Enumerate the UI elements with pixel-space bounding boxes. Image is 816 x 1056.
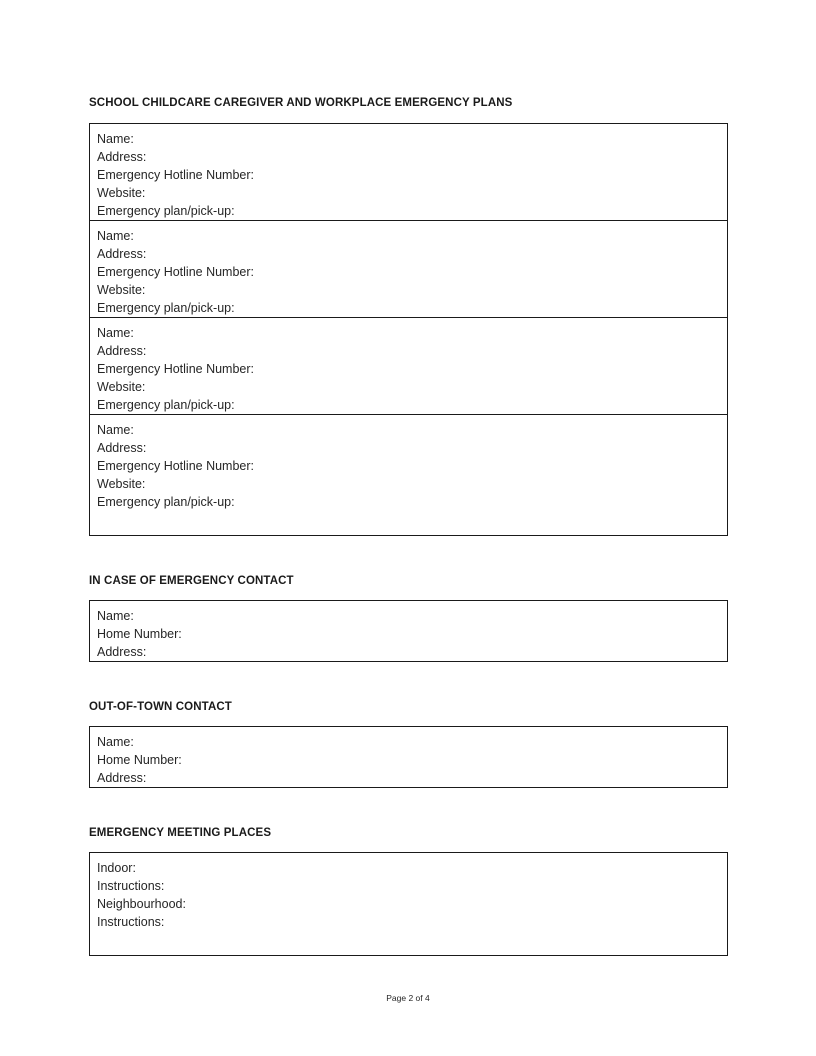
field-label-website: Website: — [97, 283, 146, 297]
table-row — [90, 415, 728, 536]
field-label-instructions-neighbourhood: Instructions: — [97, 915, 165, 929]
field-label-home-number: Home Number: — [97, 753, 182, 767]
table-row — [90, 124, 728, 221]
document-content — [89, 96, 728, 956]
field-label-address: Address: — [97, 441, 147, 455]
field-label-name: Name: — [97, 229, 134, 243]
field-label-name: Name: — [97, 132, 134, 146]
field-label-name: Name: — [97, 609, 134, 623]
table-row — [90, 853, 728, 956]
spacer — [89, 536, 728, 574]
field-label-website: Website: — [97, 186, 146, 200]
emergency-contact-table — [89, 600, 728, 662]
field-label-emergency-hotline-number: Emergency Hotline Number: — [97, 362, 255, 376]
page-footer: Page 2 of 4 — [386, 993, 430, 1003]
field-label-address: Address: — [97, 771, 147, 785]
field-label-address: Address: — [97, 150, 147, 164]
out-of-town-contact-table — [89, 726, 728, 788]
heading-out-of-town-contact: OUT-OF-TOWN CONTACT — [89, 701, 232, 713]
spacer — [89, 840, 728, 852]
spacer — [89, 588, 728, 600]
field-label-emergency-hotline-number: Emergency Hotline Number: — [97, 168, 255, 182]
page-title: SCHOOL CHILDCARE CAREGIVER AND WORKPLACE EMERGENCY PLANS — [89, 97, 513, 109]
field-label-emergency-hotline-number: Emergency Hotline Number: — [97, 265, 255, 279]
field-label-indoor: Indoor: — [97, 861, 136, 875]
field-label-address: Address: — [97, 344, 147, 358]
field-label-address: Address: — [97, 645, 147, 659]
caregiver-entry-2-cell[interactable] — [90, 221, 728, 318]
spacer — [89, 662, 728, 700]
emergency-meeting-places-table — [89, 852, 728, 956]
field-label-address: Address: — [97, 247, 147, 261]
field-label-instructions-indoor: Instructions: — [97, 879, 165, 893]
school-caregiver-workplace-table — [89, 123, 728, 536]
out-of-town-contact-cell[interactable] — [90, 727, 728, 788]
table-row — [90, 727, 728, 788]
field-label-name: Name: — [97, 423, 134, 437]
emergency-contact-cell[interactable] — [90, 601, 728, 662]
caregiver-entry-1-cell[interactable] — [90, 124, 728, 221]
field-label-emergency-plan-pickup: Emergency plan/pick-up: — [97, 204, 235, 218]
caregiver-entry-3-cell[interactable] — [90, 318, 728, 415]
spacer — [89, 714, 728, 726]
table-row — [90, 601, 728, 662]
field-label-website: Website: — [97, 380, 146, 394]
table-row — [90, 318, 728, 415]
heading-emergency-meeting-places: EMERGENCY MEETING PLACES — [89, 827, 272, 839]
field-label-neighbourhood: Neighbourhood: — [97, 897, 186, 911]
table-row — [90, 221, 728, 318]
heading-in-case-of-emergency-contact: IN CASE OF EMERGENCY CONTACT — [89, 575, 294, 587]
field-label-emergency-plan-pickup: Emergency plan/pick-up: — [97, 495, 235, 509]
field-label-emergency-plan-pickup: Emergency plan/pick-up: — [97, 398, 235, 412]
field-label-name: Name: — [97, 735, 134, 749]
caregiver-entry-4-cell[interactable] — [90, 415, 728, 536]
field-label-emergency-hotline-number: Emergency Hotline Number: — [97, 459, 255, 473]
field-label-website: Website: — [97, 477, 146, 491]
field-label-home-number: Home Number: — [97, 627, 182, 641]
field-label-emergency-plan-pickup: Emergency plan/pick-up: — [97, 301, 235, 315]
spacer — [89, 788, 728, 826]
emergency-meeting-places-cell[interactable] — [90, 853, 728, 956]
field-label-name: Name: — [97, 326, 134, 340]
